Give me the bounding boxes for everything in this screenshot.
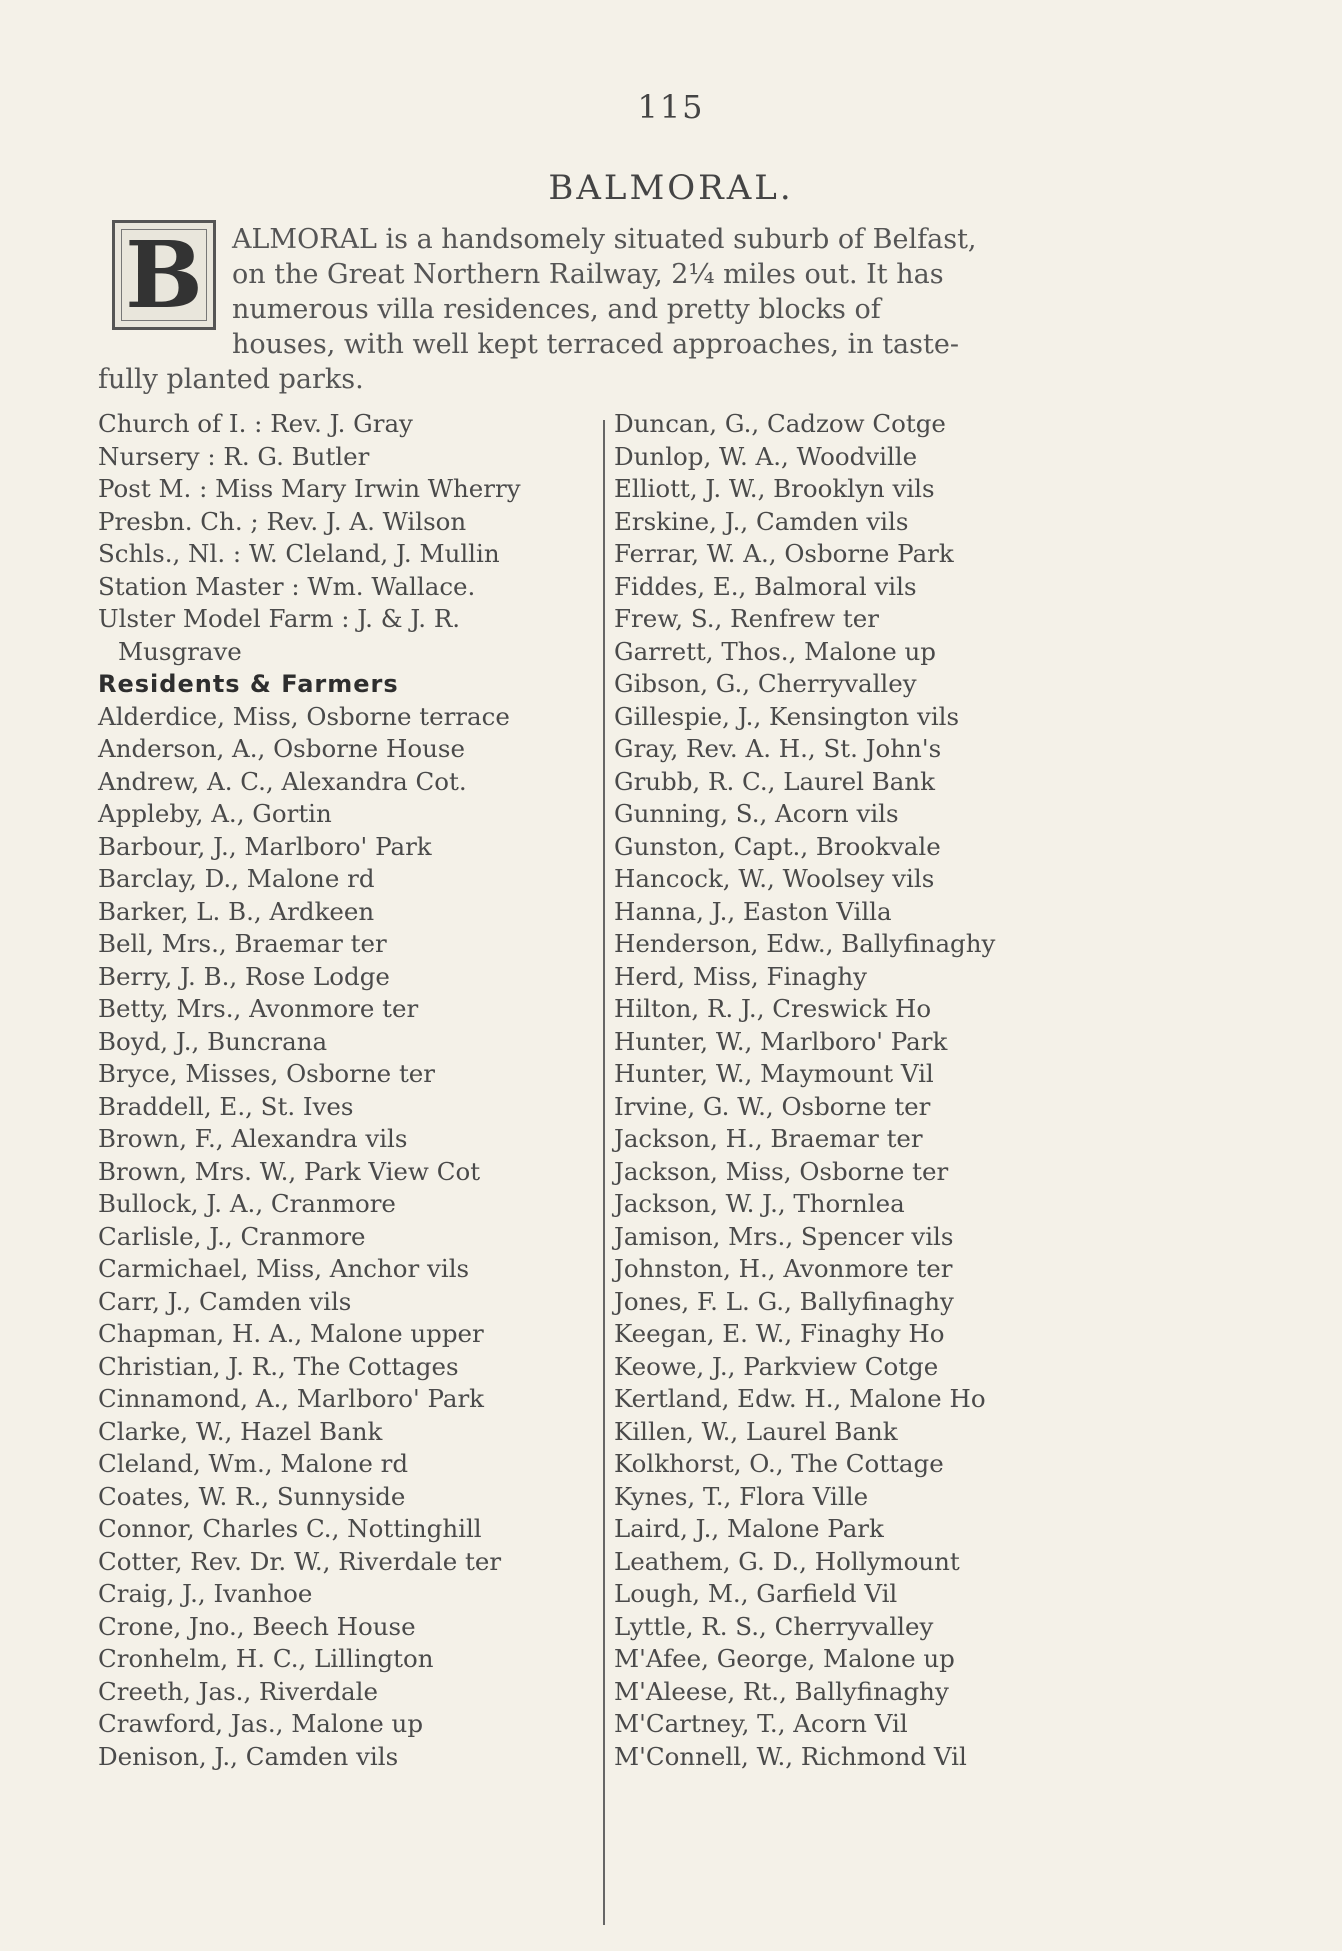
left-entry-list bbox=[98, 701, 592, 1774]
directory-entry: Keowe, J., Parkview Cotge bbox=[614, 1351, 939, 1381]
intro-line-last: fully planted parks. bbox=[98, 364, 364, 395]
directory-entry: Kertland, Edw. H., Malone Ho bbox=[614, 1384, 986, 1413]
directory-entry: Clarke, W., Hazel Bank bbox=[98, 1416, 383, 1446]
directory-entry: Alderdice, Miss, Osborne terrace bbox=[98, 701, 510, 731]
directory-entry: Garrett, Thos., Malone up bbox=[614, 636, 936, 666]
directory-entry: Appleby, A., Gortin bbox=[98, 799, 332, 828]
directory-entry: Crone, Jno., Beech House bbox=[98, 1611, 416, 1641]
right-entry-list bbox=[614, 408, 1114, 1773]
directory-entry: Brown, Mrs. W., Park View Cot bbox=[98, 1156, 481, 1186]
intro-line: on the Great Northern Railway, 2¼ miles out. It has bbox=[232, 259, 944, 290]
directory-entry: Boyd, J., Buncrana bbox=[98, 1026, 328, 1056]
directory-entry: Gray, Rev. A. H., St. John's bbox=[614, 734, 942, 763]
directory-entry: Connor, Charles C., Nottinghill bbox=[98, 1514, 482, 1543]
directory-entry: Hunter, W., Maymount Vil bbox=[614, 1059, 934, 1088]
directory-entry: Cinnamond, A., Marlboro' Park bbox=[98, 1384, 485, 1413]
directory-entry: Jackson, Miss, Osborne ter bbox=[614, 1156, 949, 1186]
directory-entry: Creeth, Jas., Riverdale bbox=[98, 1676, 378, 1706]
directory-entry: Crawford, Jas., Malone up bbox=[98, 1709, 423, 1738]
directory-entry: M'Connell, W., Richmond Vil bbox=[614, 1741, 967, 1771]
intro-line: houses, with well kept terraced approaches, in taste- bbox=[232, 329, 959, 360]
directory-entry: Gunning, S., Acorn vils bbox=[614, 799, 899, 828]
drop-cap-letter: B bbox=[125, 221, 203, 329]
directory-entry: M'Cartney, T., Acorn Vil bbox=[614, 1709, 908, 1738]
directory-entry: Lyttle, R. S., Cherryvalley bbox=[614, 1611, 934, 1641]
directory-entry: Jones, F. L. G., Ballyfinaghy bbox=[614, 1286, 954, 1316]
directory-entry: Denison, J., Camden vils bbox=[98, 1741, 399, 1771]
directory-entry: Barclay, D., Malone rd bbox=[98, 864, 375, 893]
directory-entry: Coates, W. R., Sunnyside bbox=[98, 1481, 406, 1511]
directory-entry: Killen, W., Laurel Bank bbox=[614, 1416, 898, 1446]
directory-entry: Johnston, H., Avonmore ter bbox=[614, 1254, 953, 1283]
directory-entry: Bell, Mrs., Braemar ter bbox=[98, 929, 387, 958]
directory-entry: Grubb, R. C., Laurel Bank bbox=[614, 766, 935, 796]
official-entry: Ulster Model Farm : J. & J. R. bbox=[98, 604, 461, 633]
intro-paragraph bbox=[232, 222, 1112, 362]
directory-entry: Bryce, Misses, Osborne ter bbox=[98, 1059, 435, 1088]
intro-line: numerous villa residences, and pretty blocks of bbox=[232, 294, 881, 325]
directory-entry: Gillespie, J., Kensington vils bbox=[614, 701, 960, 731]
directory-entry: Andrew, A. C., Alexandra Cot. bbox=[98, 766, 467, 796]
drop-cap-frame bbox=[121, 229, 207, 321]
directory-entry: Gunston, Capt., Brookvale bbox=[614, 831, 941, 861]
directory-entry: Irvine, G. W., Osborne ter bbox=[614, 1091, 931, 1121]
drop-cap bbox=[112, 220, 216, 330]
directory-entry: Cleland, Wm., Malone rd bbox=[98, 1449, 409, 1478]
directory-entry: Hancock, W., Woolsey vils bbox=[614, 864, 935, 893]
directory-entry: Betty, Mrs., Avonmore ter bbox=[98, 994, 419, 1023]
page-number: 115 bbox=[637, 88, 705, 126]
directory-entry: M'Afee, George, Malone up bbox=[614, 1644, 955, 1673]
directory-entry: Barker, L. B., Ardkeen bbox=[98, 896, 375, 926]
official-entry: Station Master : Wm. Wallace. bbox=[98, 571, 476, 601]
directory-entry: Herd, Miss, Finaghy bbox=[614, 961, 868, 991]
section-heading: Residents & Farmers bbox=[98, 670, 399, 698]
page-title: BALMORAL. bbox=[548, 168, 794, 208]
directory-entry: Carlisle, J., Cranmore bbox=[98, 1221, 366, 1251]
official-entry: Post M. : Miss Mary Irwin Wherry bbox=[98, 474, 521, 503]
directory-entry: Erskine, J., Camden vils bbox=[614, 506, 909, 536]
directory-entry: Laird, J., Malone Park bbox=[614, 1514, 884, 1543]
directory-entry: Fiddes, E., Balmoral vils bbox=[614, 571, 917, 601]
column-divider bbox=[603, 420, 605, 1925]
intro-line: ALMORAL is a handsomely situated suburb of Belfast, bbox=[232, 224, 977, 255]
directory-entry: Jackson, H., Braemar ter bbox=[614, 1124, 923, 1153]
directory-entry: Brown, F., Alexandra vils bbox=[98, 1124, 408, 1153]
directory-entry: Leathem, G. D., Hollymount bbox=[614, 1546, 960, 1576]
directory-entry: Jackson, W. J., Thornlea bbox=[614, 1189, 905, 1218]
directory-entry: Braddell, E., St. Ives bbox=[98, 1091, 354, 1121]
directory-entry: Cronhelm, H. C., Lillington bbox=[98, 1644, 434, 1673]
directory-entry: Kynes, T., Flora Ville bbox=[614, 1481, 869, 1511]
left-column bbox=[98, 408, 592, 1773]
directory-entry: Carr, J., Camden vils bbox=[98, 1286, 352, 1316]
official-entry: Presbn. Ch. ; Rev. J. A. Wilson bbox=[98, 506, 467, 536]
official-entry-continued: Musgrave bbox=[118, 636, 242, 666]
directory-entry: Lough, M., Garfield Vil bbox=[614, 1579, 898, 1608]
directory-entry: Bullock, J. A., Cranmore bbox=[98, 1189, 396, 1218]
directory-entry: Dunlop, W. A., Woodville bbox=[614, 441, 918, 471]
directory-entry: Barbour, J., Marlboro' Park bbox=[98, 831, 432, 861]
directory-entry: M'Aleese, Rt., Ballyfinaghy bbox=[614, 1676, 949, 1706]
directory-entry: Hanna, J., Easton Villa bbox=[614, 896, 892, 926]
directory-entry: Cotter, Rev. Dr. W., Riverdale ter bbox=[98, 1546, 502, 1576]
official-entry: Nursery : R. G. Butler bbox=[98, 441, 370, 471]
directory-entry: Hilton, R. J., Creswick Ho bbox=[614, 994, 932, 1023]
directory-entry: Christian, J. R., The Cottages bbox=[98, 1351, 459, 1381]
directory-entry: Berry, J. B., Rose Lodge bbox=[98, 961, 390, 991]
official-entry: Schls., Nl. : W. Cleland, J. Mullin bbox=[98, 539, 500, 568]
directory-entry: Carmichael, Miss, Anchor vils bbox=[98, 1254, 470, 1283]
directory-entry: Henderson, Edw., Ballyfinaghy bbox=[614, 929, 996, 958]
directory-entry: Frew, S., Renfrew ter bbox=[614, 604, 879, 633]
directory-entry: Anderson, A., Osborne House bbox=[98, 734, 465, 763]
directory-entry: Gibson, G., Cherryvalley bbox=[614, 669, 917, 698]
directory-entry: Elliott, J. W., Brooklyn vils bbox=[614, 474, 935, 503]
directory-entry: Hunter, W., Marlboro' Park bbox=[614, 1026, 948, 1056]
directory-entry: Duncan, G., Cadzow Cotge bbox=[614, 409, 946, 438]
directory-entry: Kolkhorst, O., The Cottage bbox=[614, 1449, 944, 1478]
directory-entry: Keegan, E. W., Finaghy Ho bbox=[614, 1319, 945, 1348]
directory-entry: Ferrar, W. A., Osborne Park bbox=[614, 539, 954, 568]
official-entry: Church of I. : Rev. J. Gray bbox=[98, 409, 413, 438]
right-column bbox=[614, 408, 1114, 1773]
directory-entry: Chapman, H. A., Malone upper bbox=[98, 1319, 484, 1348]
directory-entry: Craig, J., Ivanhoe bbox=[98, 1579, 313, 1608]
directory-entry: Jamison, Mrs., Spencer vils bbox=[614, 1221, 954, 1251]
